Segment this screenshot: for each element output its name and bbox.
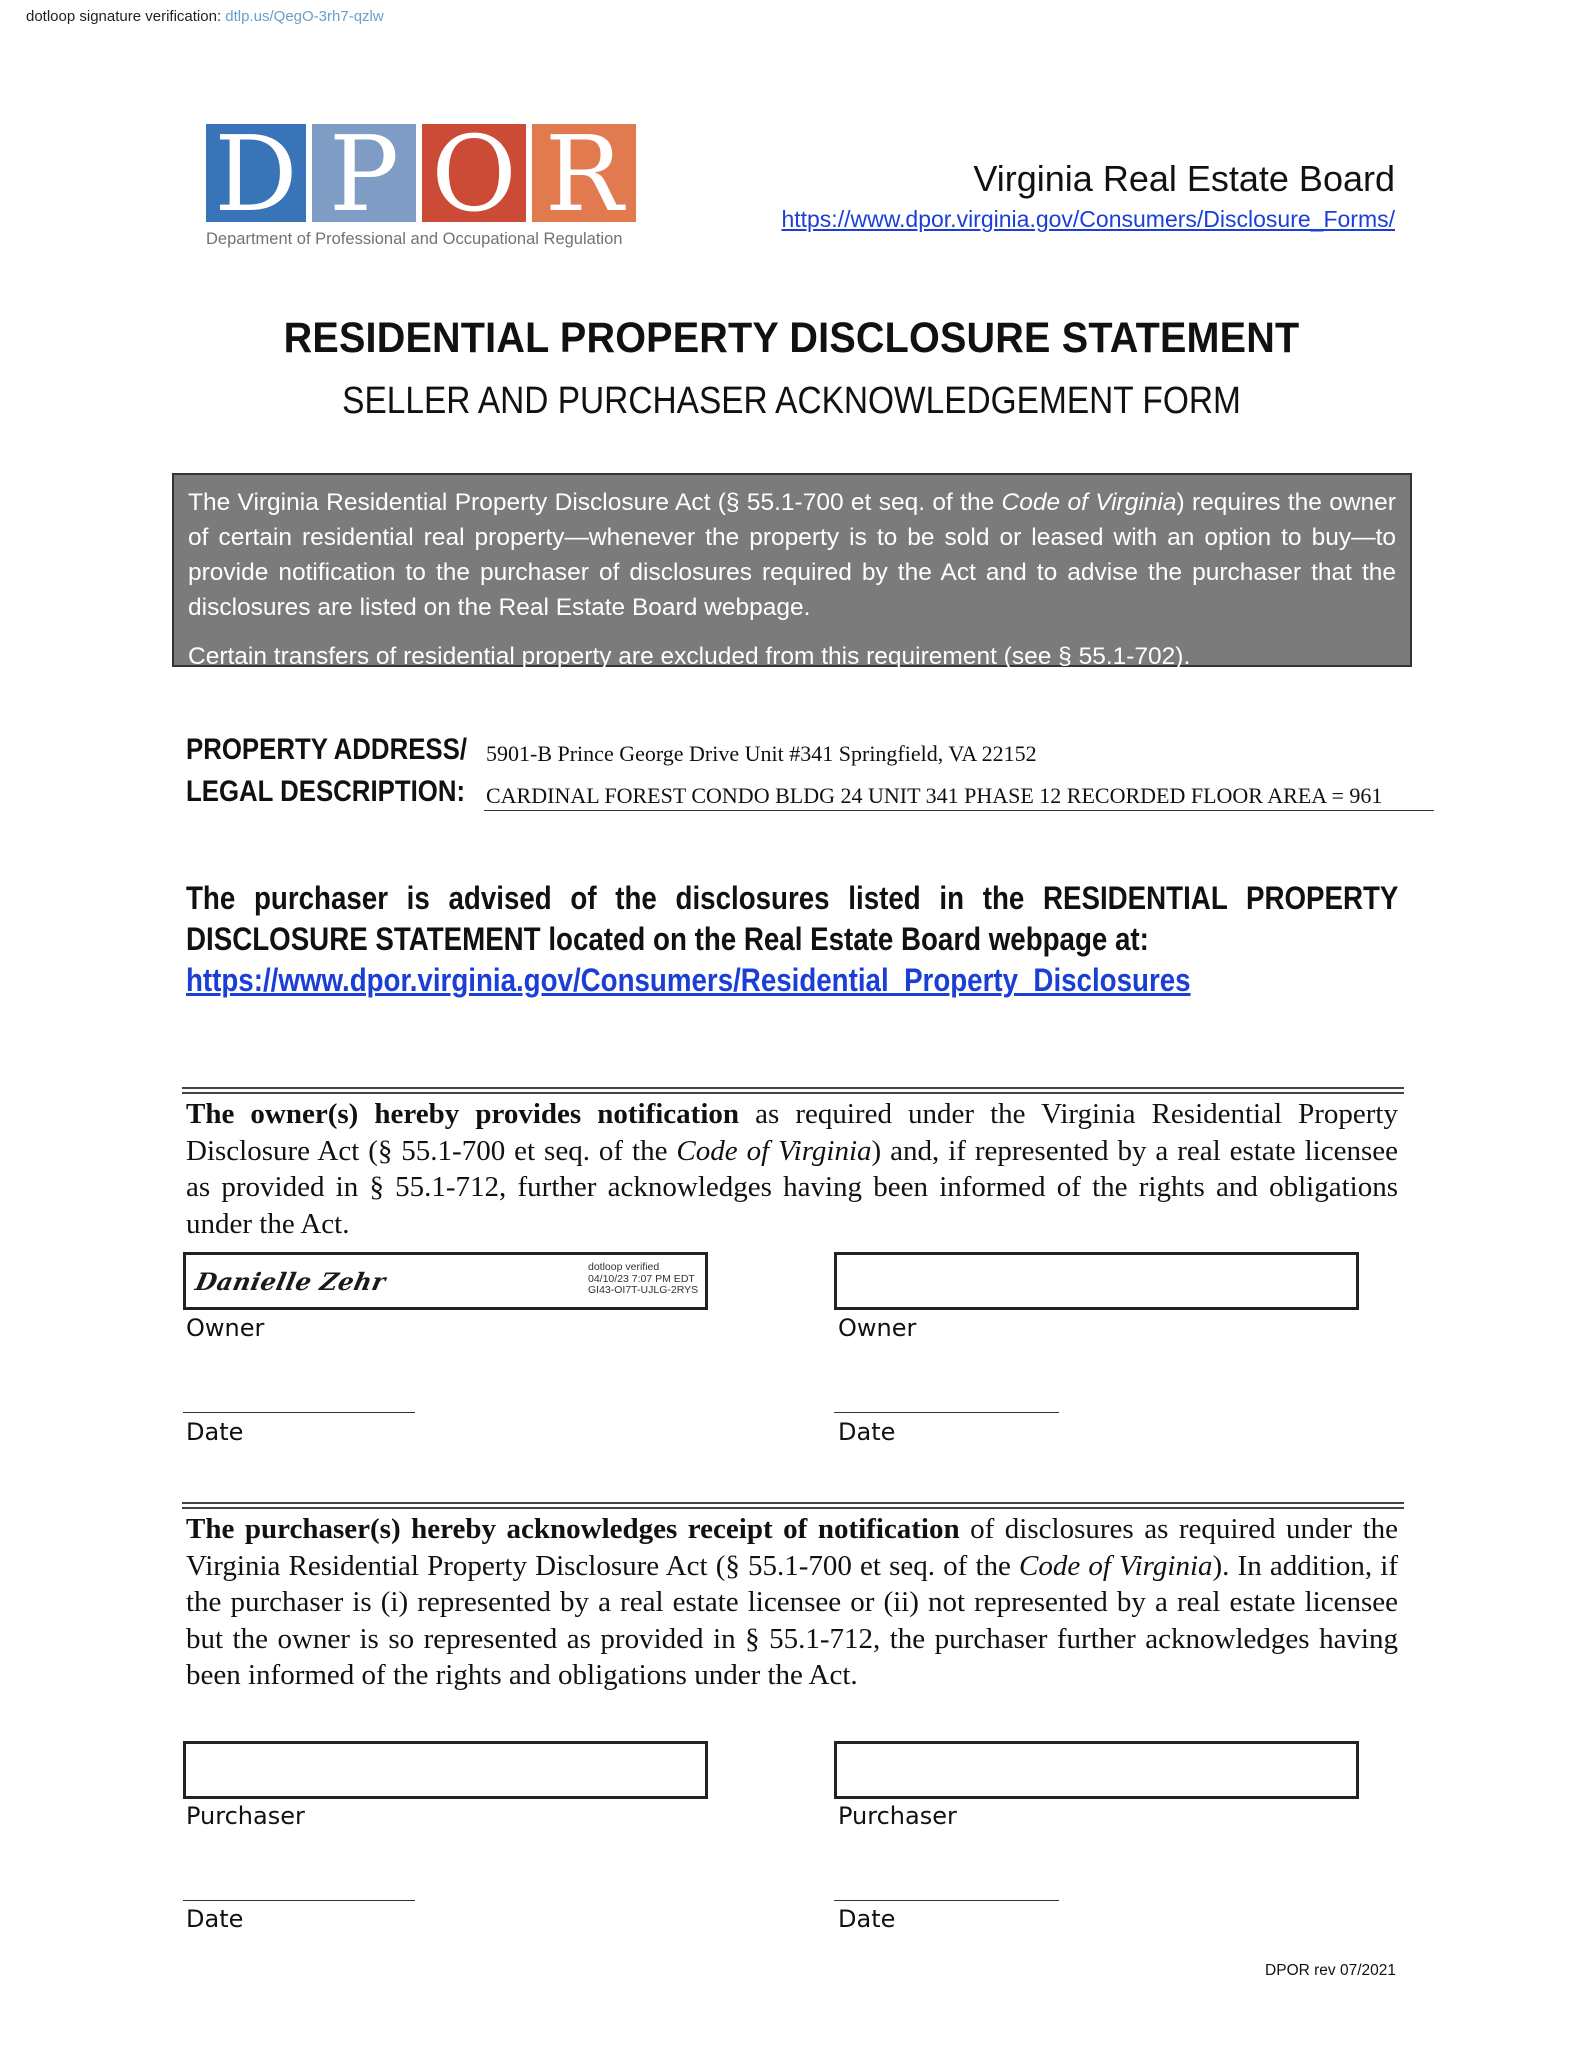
logo-letter-r: R bbox=[544, 113, 624, 235]
dpor-logo bbox=[206, 113, 646, 254]
owner-signature-box-2[interactable] bbox=[834, 1252, 1359, 1310]
owner-notification-text: The owner(s) hereby provides notification as required under the Virginia Residential Property Disclosure Act (§ 55.1-700 et seq. of the Code of Virginia) and, if represented by a real estate licensee as provided in § 55.1-712, further acknowledges having been informed of the rights and obligations under the Act. bbox=[186, 1098, 1399, 1240]
owner-date-field-2[interactable] bbox=[834, 1412, 1059, 1413]
purchaser-signature-box-2[interactable] bbox=[834, 1741, 1359, 1799]
logo-letter-p: P bbox=[329, 113, 399, 235]
page-title: RESIDENTIAL PROPERTY DISCLOSURE STATEMENT bbox=[283, 314, 1300, 362]
owner-signature-box-1[interactable] bbox=[183, 1252, 708, 1310]
purchaser-date-field-2[interactable] bbox=[834, 1900, 1059, 1901]
owner-date-label-1: Date bbox=[186, 1418, 244, 1446]
purchaser-date-label-1: Date bbox=[186, 1905, 244, 1933]
purchaser-section-divider bbox=[182, 1502, 1404, 1509]
owner-section-divider bbox=[182, 1087, 1404, 1094]
logo-block-p bbox=[312, 113, 416, 235]
page-subtitle: SELLER AND PURCHASER ACKNOWLEDGEMENT FORM bbox=[342, 380, 1241, 422]
purchaser-label-1: Purchaser bbox=[186, 1802, 305, 1830]
logo-subtitle: Department of Professional and Occupational Regulation bbox=[206, 230, 623, 248]
legal-description-label: LEGAL DESCRIPTION: bbox=[186, 775, 466, 808]
logo-block-o bbox=[422, 113, 526, 235]
disclosure-forms-link[interactable]: https://www.dpor.virginia.gov/Consumers/Disclosure_Forms/ bbox=[781, 206, 1395, 232]
property-address-label: PROPERTY ADDRESS/ bbox=[186, 733, 467, 766]
logo-letter-d: D bbox=[214, 113, 298, 235]
logo-block-d bbox=[206, 113, 306, 235]
purchaser-acknowledgement-text: The purchaser(s) hereby acknowledges receipt of notification of disclosures as required under the Virginia Residential Property Disclosure Act (§ 55.1-700 et seq. of the Code of Virginia). In addition, if the purchaser is (i) represented by a real estate licensee or (ii) not represented by a real estate licensee but the owner is so represented as provided in § 55.1-712, the purchaser further acknowledges having been informed of the rights and obligations under the Act. bbox=[186, 1513, 1398, 1691]
legal-description-value: CARDINAL FOREST CONDO BLDG 24 UNIT 341 PHASE 12 RECORDED FLOOR AREA = 961 bbox=[486, 783, 1383, 808]
legal-description-underline bbox=[484, 810, 1434, 811]
logo-letter-o: O bbox=[431, 113, 517, 235]
property-address-value: 5901-B Prince George Drive Unit #341 Springfield, VA 22152 bbox=[486, 741, 1037, 766]
purchaser-label-2: Purchaser bbox=[838, 1802, 957, 1830]
board-title: Virginia Real Estate Board bbox=[973, 158, 1395, 199]
owner-signature: Danielle Zehr bbox=[192, 1267, 389, 1296]
verification-link[interactable]: dtlp.us/QegO-3rh7-qzlw bbox=[225, 8, 384, 25]
logo-block-r bbox=[532, 113, 636, 235]
owner-date-field-1[interactable] bbox=[183, 1412, 415, 1413]
dotloop-verification bbox=[26, 8, 384, 25]
purchaser-signature-box-1[interactable] bbox=[183, 1741, 708, 1799]
owner-date-label-2: Date bbox=[838, 1418, 896, 1446]
owner-label-1: Owner bbox=[186, 1314, 265, 1342]
verification-label: dotloop signature verification: bbox=[26, 8, 222, 25]
purchaser-advisory: The purchaser is advised of the disclosures listed in the RESIDENTIAL PROPERTY DISCLOSURE STATEMENT located on the Real Estate Board webpage at: bbox=[186, 880, 1399, 957]
form-revision: DPOR rev 07/2021 bbox=[1265, 1962, 1396, 1979]
notice-paragraph-1: The Virginia Residential Property Disclosure Act (§ 55.1-700 et seq. of the Code of Virginia) requires the owner of certain residential real property—whenever the property is to be sold or leased with an option to buy—to provide notification to the purchaser of disclosures required by the Act and to advise the purchaser that the disclosures are listed on the Real Estate Board webpage. bbox=[188, 489, 1396, 621]
dotloop-verified-stamp: dotloop verified 04/10/23 7:07 PM EDT GI43-OI7T-UJLG-2RYS bbox=[588, 1261, 699, 1296]
notice-paragraph-2: Certain transfers of residential property are excluded from this requirement (see § 55.1-702). bbox=[188, 643, 1191, 670]
act-notice-box bbox=[172, 473, 1412, 670]
owner-label-2: Owner bbox=[838, 1314, 917, 1342]
residential-disclosures-link[interactable]: https://www.dpor.virginia.gov/Consumers/Residential_Property_Disclosures bbox=[186, 962, 1191, 998]
purchaser-date-field-1[interactable] bbox=[183, 1900, 415, 1901]
purchaser-date-label-2: Date bbox=[838, 1905, 896, 1933]
